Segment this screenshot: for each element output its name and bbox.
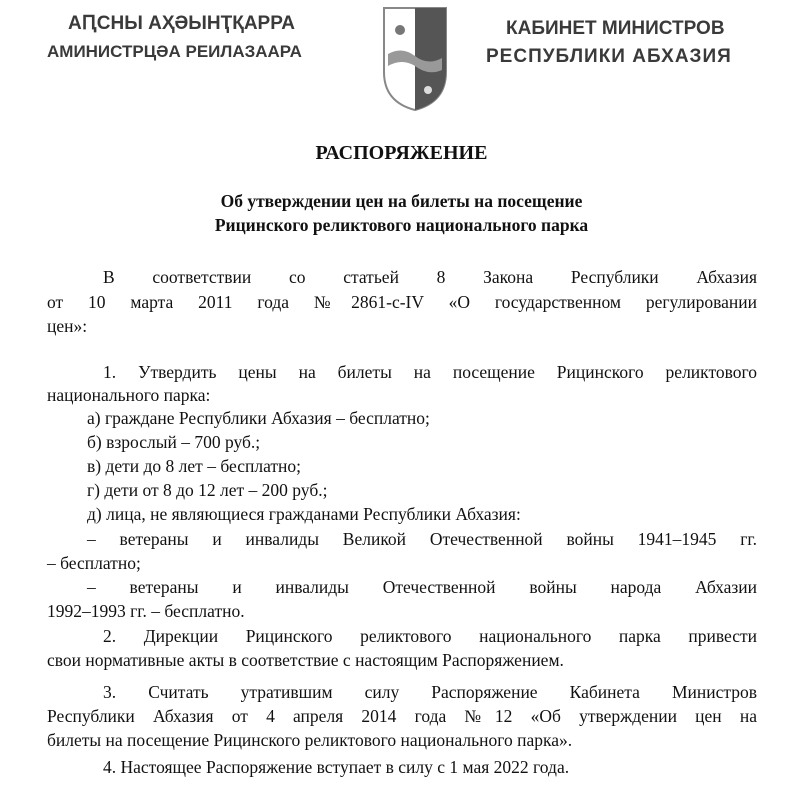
body-line: б) взрослый – 700 руб.; (87, 432, 261, 452)
body-line: от 10 марта 2011 года №2861-с-IV «О государственном регулировании (47, 292, 757, 312)
header-right-line1: КАБИНЕТ МИНИСТРОВ (506, 18, 725, 39)
header-left-line2: АМИНИСТРЦӘА РЕИЛАЗААРА (47, 42, 302, 61)
header-right-line2: РЕСПУБЛИКИ АБХАЗИЯ (486, 46, 732, 67)
body-line: билеты на посещение Рицинского реликтового национального парка». (47, 730, 573, 750)
body-line: г) дети от 8 до 12 лет – 200 руб.; (87, 480, 328, 500)
body-line: Республики Абхазия от 4 апреля 2014 года №12 «Об утверждении цен на (47, 706, 757, 726)
body-line: свои нормативные акты в соответствие с настоящим Распоряжением. (47, 650, 564, 670)
document-title: РАСПОРЯЖЕНИЕ (315, 142, 488, 164)
body-line: 1. Утвердить цены на билеты на посещение Рицинского реликтового (103, 362, 757, 382)
body-line: – ветераны и инвалиды Великой Отечественной войны 1941–1945 гг. (87, 529, 757, 549)
body-line: в) дети до 8 лет – бесплатно; (87, 456, 302, 476)
subtitle-line: Об утверждении цен на билеты на посещение (220, 191, 583, 211)
body-line: 4. Настоящее Распоряжение вступает в силу с 1 мая 2022 года. (103, 757, 570, 777)
subtitle-line: Рицинского реликтового национального парка (214, 215, 589, 235)
body-line: а) граждане Республики Абхазия – бесплатно; (87, 408, 430, 428)
header-left-line1: АԤСНЫ АҲӘЫНҬҚАРРА (68, 13, 295, 34)
body-line: В соответствии со статьей 8 Закона Республики Абхазия (103, 267, 757, 287)
body-line: – бесплатно; (47, 553, 141, 573)
body-line: – ветераны и инвалиды Отечественной войны народа Абхазии (87, 577, 757, 597)
body-line: цен»: (47, 316, 88, 336)
abkhazia-emblem-icon (382, 6, 448, 112)
body-line: национального парка: (47, 385, 211, 405)
body-line: 1992–1993 гг. – бесплатно. (47, 601, 245, 621)
body-line: 2. Дирекции Рицинского реликтового национального парка привести (103, 626, 757, 646)
body-line: 3. Считать утратившим силу Распоряжение Кабинета Министров (103, 682, 757, 702)
body-line: д) лица, не являющиеся гражданами Республики Абхазия: (87, 504, 521, 524)
